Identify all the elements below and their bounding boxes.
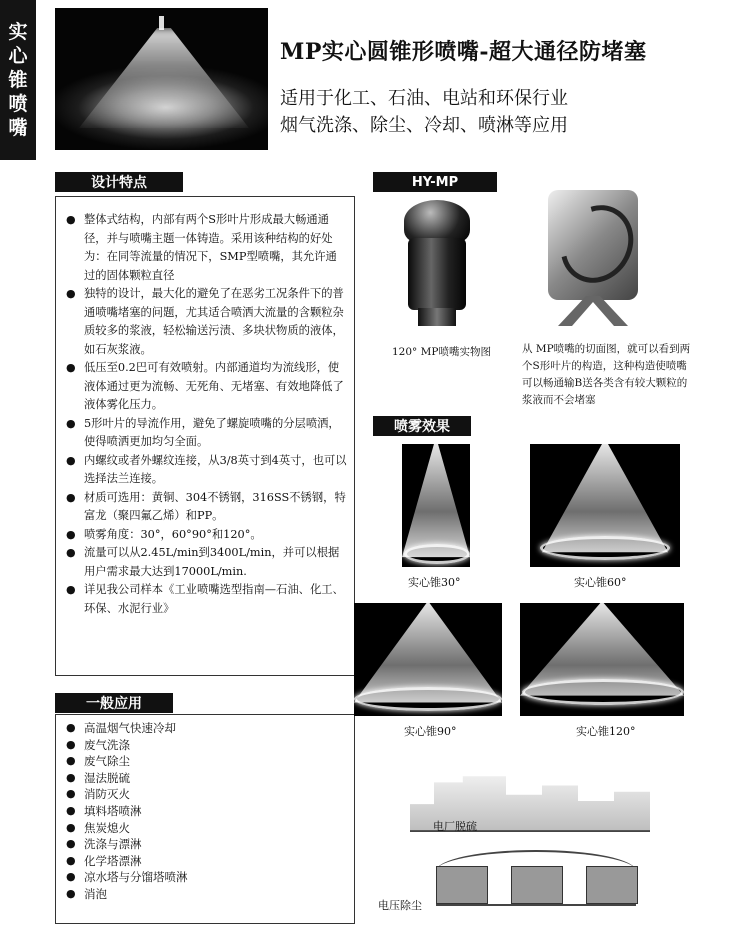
- list-item: [66, 853, 348, 870]
- list-item-text: 高温烟气快速冷却: [84, 721, 176, 735]
- list-item: [66, 489, 348, 526]
- precipitator-label: 电压除尘: [378, 899, 422, 912]
- spray-cone-shape: [79, 28, 249, 128]
- spray-heading: 喷雾效果: [373, 416, 471, 436]
- bullet-icon: ●: [66, 416, 76, 430]
- bullet-icon: ●: [66, 787, 76, 801]
- features-heading: 设计特点: [55, 172, 183, 192]
- list-item-text: 消防灭火: [84, 787, 130, 802]
- side-tab: [0, 0, 36, 160]
- page-title: MP实心圆锥形喷嘴-超大通径防堵塞: [280, 39, 647, 65]
- side-tab-char: 嘴: [8, 117, 28, 139]
- ground-line: [436, 904, 636, 906]
- list-item: [66, 786, 348, 803]
- spray-ring-shape: [354, 687, 502, 711]
- spray-ring-shape: [522, 679, 684, 705]
- subtitle-industries: 适用于化工、石油、电站和环保行业: [280, 88, 568, 109]
- side-tab-char: 心: [8, 45, 28, 67]
- bullet-icon: ●: [66, 490, 76, 504]
- bullet-icon: ●: [66, 361, 76, 374]
- spray-label-120: 实心锥120°: [576, 725, 636, 738]
- hero-spray-photo: [55, 8, 268, 150]
- bullet-icon: ●: [66, 737, 76, 751]
- nozzle-base-shape: [418, 308, 456, 326]
- side-tab-char: 锥: [8, 69, 28, 91]
- list-item: [66, 452, 348, 489]
- list-item-text: 化学塔漂淋: [84, 853, 142, 868]
- spray-ring-shape: [404, 544, 470, 564]
- list-item: [66, 415, 348, 452]
- list-item-text: 湿法脱硫: [84, 770, 130, 785]
- nozzle-cutaway-diagram: [548, 178, 646, 328]
- list-item: [66, 820, 348, 837]
- list-item-text: 消泡: [84, 886, 107, 901]
- bullet-icon: ●: [66, 803, 76, 817]
- list-item-text: 洗涤与漂淋: [84, 837, 142, 852]
- nozzle-product-photo: [398, 200, 476, 330]
- bullet-icon: ●: [66, 453, 76, 467]
- features-box: [55, 196, 355, 676]
- list-item-text: 焦炭熄火: [84, 820, 130, 835]
- nozzle-body-shape: [408, 238, 466, 310]
- bullet-icon: ●: [66, 837, 76, 851]
- list-item: [66, 581, 348, 618]
- spray-photo-90: [354, 603, 502, 716]
- list-item-text: 详见我公司样本《工业喷嘴选型指南—石油、化工、环保、水泥行业》: [84, 583, 344, 615]
- bullet-icon: ●: [66, 527, 76, 541]
- list-item-text: 整体式结构，内部有两个S形叶片形成最大畅通通径，并与喷嘴主题一体铸造。采用该种结构的好处为：在同等流量的情况下，SMP型喷嘴，其允许通过的固体颗粒直径: [84, 213, 337, 282]
- model-heading: HY-MP: [373, 172, 497, 192]
- list-item-text: 内螺纹或者外螺纹连接，从3/8英寸到4英寸，也可以选择法兰连接。: [84, 453, 347, 485]
- list-item: [66, 359, 348, 415]
- list-item: [66, 211, 348, 285]
- bullet-icon: ●: [66, 213, 76, 226]
- bullet-icon: ●: [66, 853, 76, 867]
- list-item: [66, 770, 348, 787]
- photo-caption: 120° MP喷嘴实物图: [392, 346, 491, 358]
- list-item: [66, 544, 348, 581]
- side-tab-char: 喷: [8, 93, 28, 115]
- spray-label-60: 实心锥60°: [574, 576, 627, 589]
- list-item: [66, 285, 348, 359]
- list-item: [66, 753, 348, 770]
- cutaway-caption: 从 MP喷嘴的切面图，就可以看到两个S形叶片的构造，这种构造使喷嘴可以畅通输B送各类含有较大颗粒的浆液而不会堵塞: [522, 343, 691, 406]
- precipitator-box-shape: [436, 866, 488, 904]
- list-item-text: 喷雾角度：30°，60°90°和120°。: [84, 527, 262, 541]
- list-item-text: 废气除尘: [84, 754, 130, 769]
- spray-label-90: 实心锥90°: [404, 725, 457, 738]
- bullet-icon: ●: [66, 886, 76, 900]
- precipitator-box-shape: [586, 866, 638, 904]
- bullet-icon: ●: [66, 754, 76, 768]
- list-item: [66, 803, 348, 820]
- bullet-icon: ●: [66, 287, 76, 300]
- spray-photo-60: [530, 444, 680, 567]
- list-item: [66, 886, 348, 903]
- bullet-icon: ●: [66, 870, 76, 884]
- spray-photo-30: [402, 444, 470, 567]
- list-item: [66, 836, 348, 853]
- list-item-text: 材质可选用：黄铜、304不锈钢，316SS不锈钢，特富龙（聚四氟乙烯）和PP。: [84, 490, 346, 522]
- spray-label-30: 实心锥30°: [408, 576, 461, 589]
- list-item: [66, 737, 348, 754]
- list-item-text: 5形叶片的导流作用，避免了螺旋喷嘴的分层喷洒，使得喷洒更加均匀全面。: [84, 416, 340, 448]
- list-item-text: 填料塔喷淋: [84, 803, 142, 818]
- applications-heading: 一般应用: [55, 693, 173, 713]
- bullet-icon: ●: [66, 770, 76, 784]
- bullet-icon: ●: [66, 583, 76, 596]
- nozzle-shape: [159, 16, 164, 30]
- nozzle-cap-shape: [404, 200, 470, 242]
- spray-photo-120: [520, 603, 684, 716]
- bullet-icon: ●: [66, 820, 76, 834]
- side-tab-char: 实: [8, 21, 28, 43]
- precipitator-illustration: [436, 848, 636, 908]
- power-plant-label: 电厂脱硫: [433, 820, 477, 833]
- bullet-icon: ●: [66, 546, 76, 559]
- list-item-text: 废气洗涤: [84, 737, 130, 752]
- subtitle-applications: 烟气洗涤、除尘、冷却、喷淋等应用: [280, 115, 568, 136]
- list-item-text: 凉水塔与分馏塔喷淋: [84, 870, 188, 885]
- list-item: [66, 869, 348, 886]
- cutaway-jet-shape: [558, 296, 628, 326]
- applications-box: [55, 714, 355, 924]
- spray-ring-shape: [540, 536, 670, 560]
- list-item-text: 独特的设计，最大化的避免了在恶劣工况条件下的普通喷嘴堵塞的问题，尤其适合喷洒大流量的含颗粒杂质较多的浆液，轻松输送污渍、多块状物质的液体，如石灰浆液。: [84, 287, 344, 356]
- list-item: [66, 526, 348, 545]
- list-item-text: 流量可以从2.45L/min到3400L/min，并可以根据用户需求最大达到17000L/min.: [84, 546, 340, 578]
- precipitator-box-shape: [511, 866, 563, 904]
- list-item-text: 低压至0.2巴可有效喷射。内部通道均为流线形，使液体通过更为流畅、无死角、无堵塞、有效地降低了液体雾化压力。: [84, 361, 344, 411]
- bullet-icon: ●: [66, 721, 76, 734]
- list-item: [66, 720, 348, 737]
